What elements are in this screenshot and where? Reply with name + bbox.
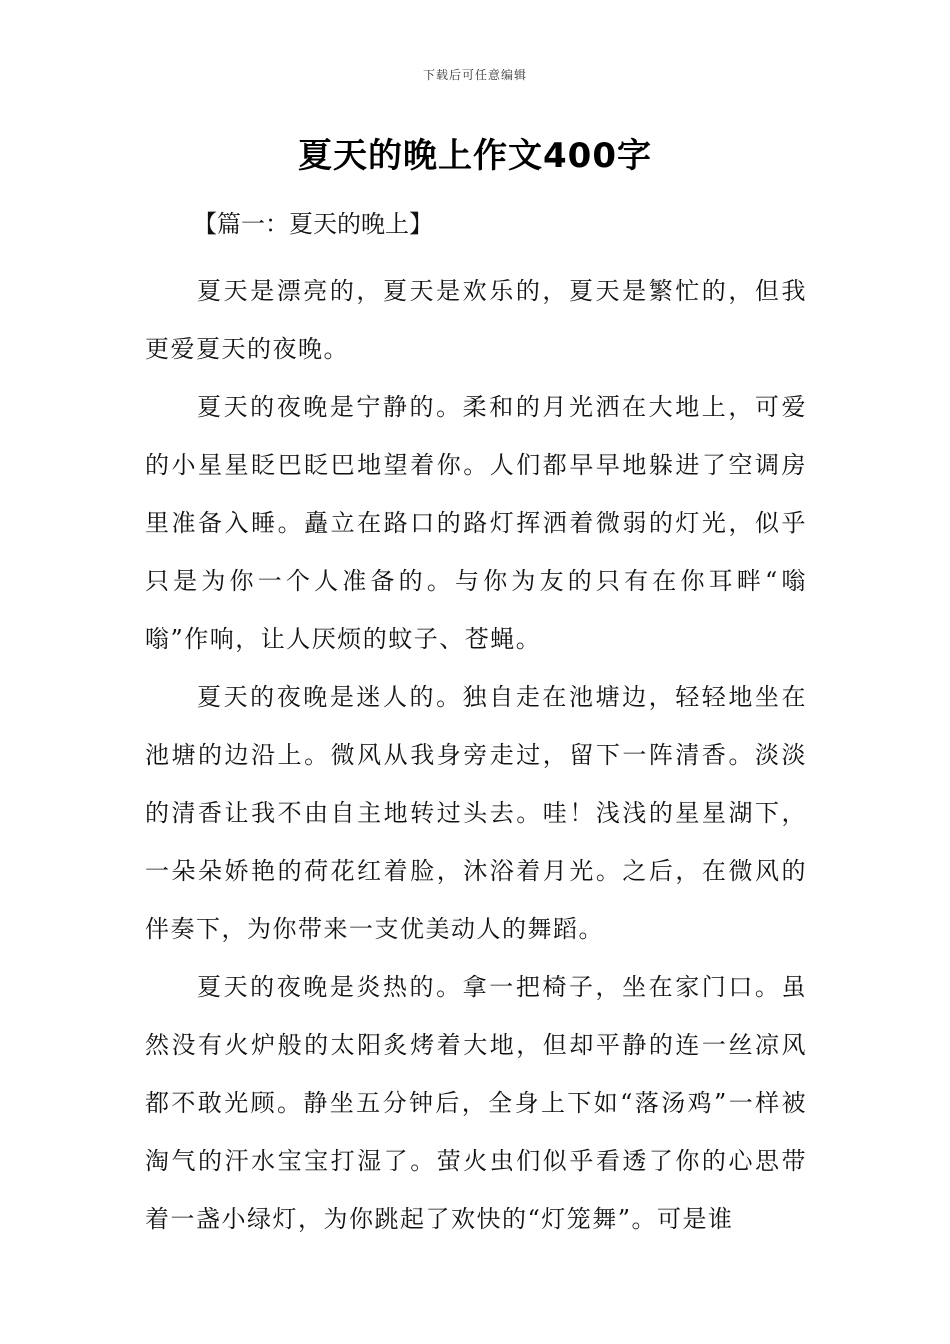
paragraph: 夏天的夜晚是宁静的。柔和的月光洒在大地上，可爱的小星星眨巴眨巴地望着你。人们都早早地躲进了空调房里准备入睡。矗立在路口的路灯挥洒着微弱的灯光，似乎只是为你一个人准备的。与你为友的只有在你耳畔“嗡嗡”作响，让人厌烦的蚊子、苍蝇。 (145, 393, 807, 653)
paragraph: 夏天的夜晚是炎热的。拿一把椅子，坐在家门口。虽然没有火炉般的太阳炙烤着大地，但却平静的连一丝凉风都不敢光顾。静坐五分钟后，全身上下如“落汤鸡”一样被淘气的汗水宝宝打湿了。萤火虫们似乎看透了你的心思带着一盏小绿灯，为你跳起了欢快的“灯笼舞”。可是谁 (145, 973, 807, 1233)
header-note: 下载后可任意编辑 (422, 68, 527, 82)
paragraph: 夏天是漂亮的，夏天是欢乐的，夏天是繁忙的，但我更爱夏天的夜晚。 (145, 277, 807, 363)
paragraph: 夏天的夜晚是迷人的。独自走在池塘边，轻轻地坐在池塘的边沿上。微风从我身旁走过，留下一阵清香。淡淡的清香让我不由自主地转过头去。哇！浅浅的星星湖下，一朵朵娇艳的荷花红着脸，沐浴着月光。之后，在微风的伴奏下，为你带来一支优美动人的舞蹈。 (145, 683, 807, 943)
document-body (145, 204, 807, 1248)
section-heading: 【篇一：夏天的晚上】 (193, 210, 433, 238)
document-title: 夏天的晚上作文400字 (298, 136, 652, 176)
